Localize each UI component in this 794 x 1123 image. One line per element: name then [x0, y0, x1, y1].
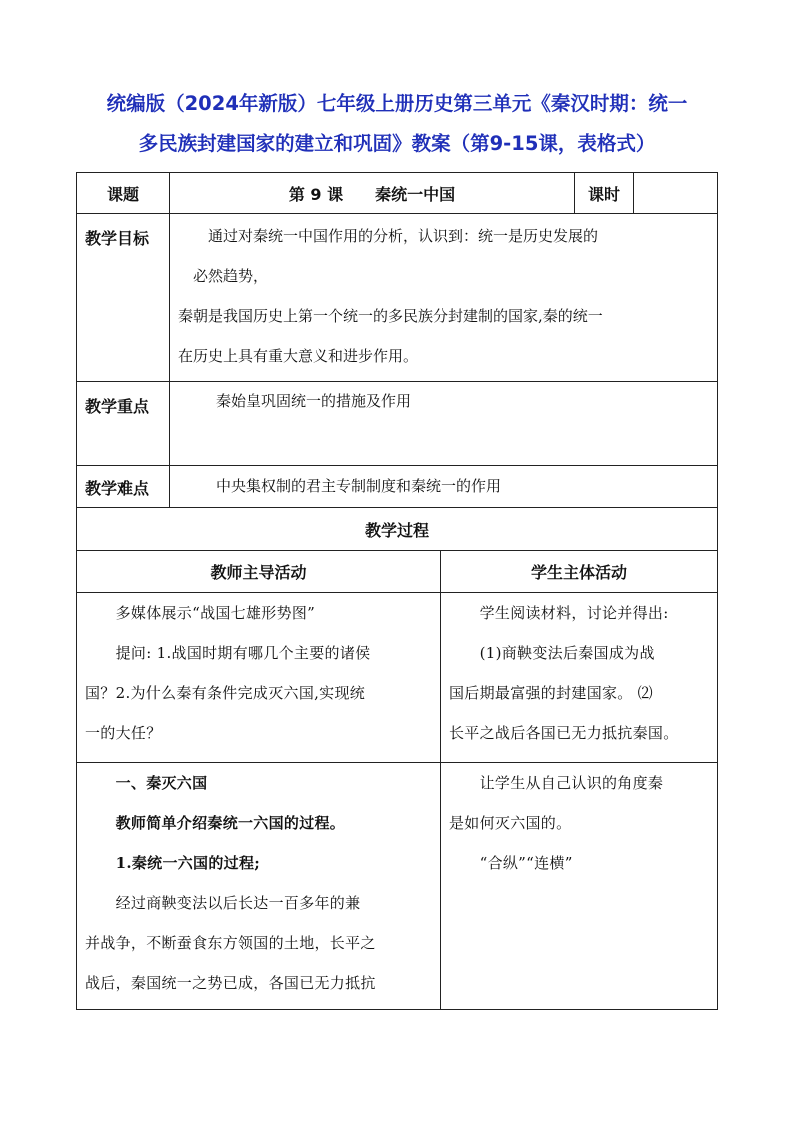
title-line-1: 统编版（2024年新版）七年级上册历史第三单元《秦汉时期：统一 — [106, 92, 688, 115]
text-line: 长平之战后各国已无力抵抗秦国。 — [449, 724, 679, 742]
text-line: 是如何灭六国的。 — [449, 814, 572, 832]
key-point-label: 教学重点 — [76, 381, 170, 466]
text-line: 多媒体展示“战国七雄形势图” — [85, 604, 316, 622]
goal-line: 通过对秦统一中国作用的分析，认识到：统一是历史发展的 — [178, 227, 599, 245]
text-line: (1)商鞅变法后秦国成为战 — [449, 644, 655, 662]
goal-label: 教学目标 — [76, 213, 170, 382]
topic-label: 课题 — [76, 172, 170, 214]
hours-label: 课时 — [574, 172, 634, 214]
text-line: 提问: 1.战国时期有哪几个主要的诸侯 — [85, 644, 371, 662]
goal-content — [169, 213, 718, 382]
difficulty-label: 教学难点 — [76, 465, 170, 508]
difficulty-value: 中央集权制的君主专制制度和秦统一的作用 — [169, 465, 718, 508]
section-heading: 一、秦灭六国 — [85, 774, 208, 792]
text-line: 一的大任？ — [85, 724, 162, 742]
title-line-2: 多民族封建国家的建立和巩固》教案（第9-15课，表格式） — [138, 132, 656, 155]
key-point-value: 秦始皇巩固统一的措施及作用 — [169, 381, 718, 466]
sub-heading: 1.秦统一六国的过程; — [85, 854, 261, 872]
student-activity-1 — [440, 592, 718, 763]
teacher-activity-header: 教师主导活动 — [76, 550, 441, 593]
text-line: “合纵”“连横” — [449, 854, 573, 872]
topic-value: 第 9 课 秦统一中国 — [169, 172, 575, 214]
text-line: 战后，秦国统一之势已成，各国已无力抵抗 — [85, 974, 376, 992]
student-activity-header: 学生主体活动 — [440, 550, 718, 593]
text-line: 经过商鞅变法以后长达一百多年的兼 — [85, 894, 361, 912]
text-line: 让学生从自己认识的角度秦 — [449, 774, 664, 792]
goal-line: 必然趋势， — [178, 267, 269, 285]
text-line: 教师简单介绍秦统一六国的过程。 — [85, 814, 346, 832]
text-line: 国？2.为什么秦有条件完成灭六国,实现统 — [85, 684, 366, 702]
student-activity-2 — [440, 762, 718, 1010]
teacher-activity-2 — [76, 762, 441, 1010]
hours-value — [633, 172, 718, 214]
goal-line: 秦朝是我国历史上第一个统一的多民族分封建制的国家,秦的统一 — [178, 307, 603, 325]
text-line: 学生阅读材料，讨论并得出: — [449, 604, 669, 622]
document-title — [60, 84, 734, 164]
text-line: 国后期最富强的封建国家。 ⑵ — [449, 684, 653, 702]
text-line: 并战争，不断蚕食东方领国的土地，长平之 — [85, 934, 376, 952]
teacher-activity-1 — [76, 592, 441, 763]
goal-line: 在历史上具有重大意义和进步作用。 — [178, 347, 419, 365]
process-heading: 教学过程 — [76, 507, 718, 551]
